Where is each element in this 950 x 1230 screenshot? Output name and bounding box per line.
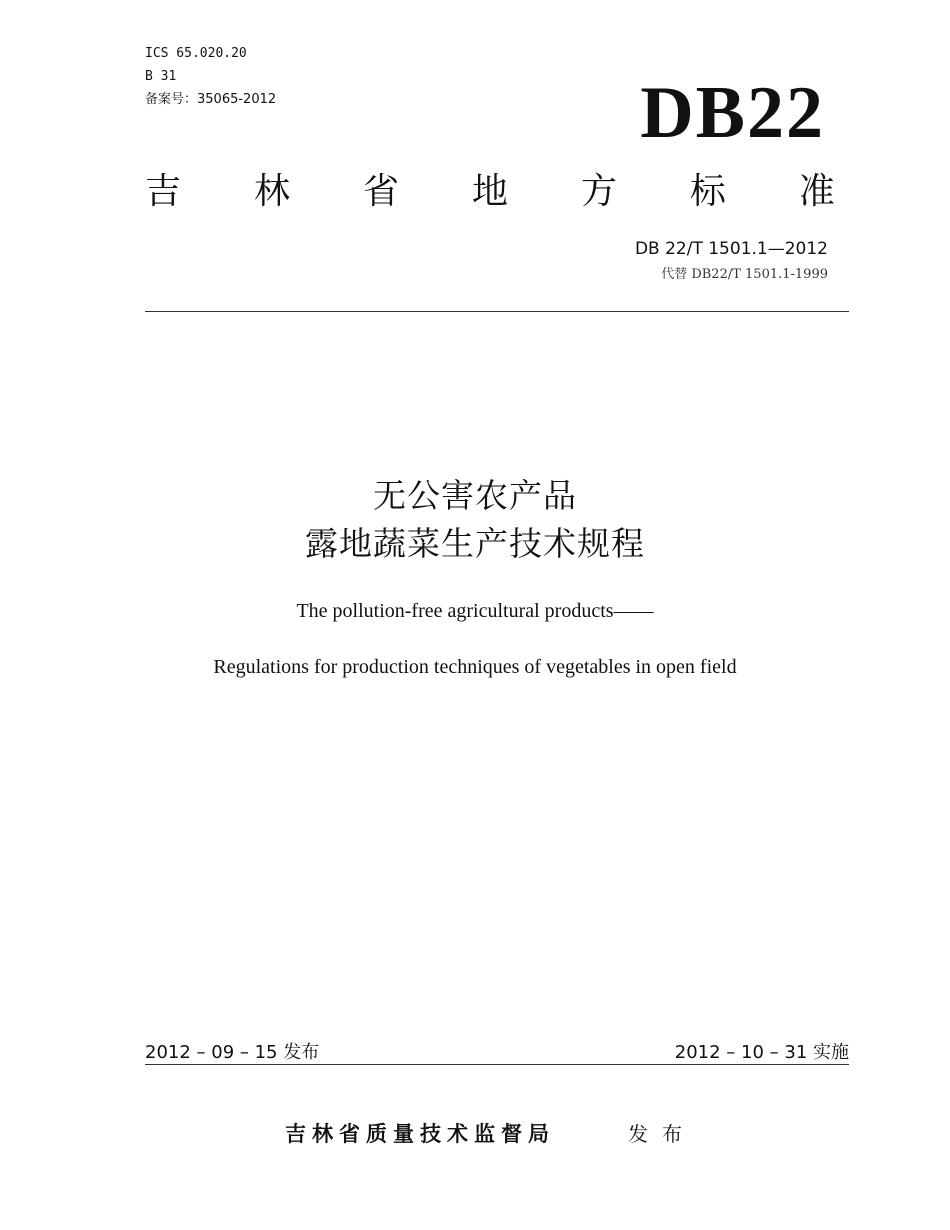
publish-date: 2012 – 09 – 15 发布 <box>145 1042 320 1063</box>
standard-number: DB 22/T 1501.1—2012 <box>634 239 828 259</box>
bottom-divider <box>145 1064 849 1065</box>
standard-type-char: 省 <box>362 171 399 212</box>
replaces-standard: 代替 DB22/T 1501.1-1999 <box>661 267 828 282</box>
issue-label: 发布 <box>628 1122 696 1146</box>
standard-type-char: 吉 <box>145 171 182 212</box>
top-divider <box>145 311 849 312</box>
title-en-line1: The pollution-free agricultural products—— <box>296 600 654 622</box>
issuing-authority: 吉林省质量技术监督局 <box>285 1122 555 1146</box>
standard-type-heading <box>145 168 835 216</box>
title-en-line2: Regulations for production techniques of vegetables in open field <box>213 656 737 678</box>
standard-logo: DB22 <box>640 72 825 154</box>
ics-code: ICS 65.020.20 <box>145 46 247 61</box>
standard-type-char: 林 <box>253 171 290 212</box>
standard-type-char: 地 <box>471 171 508 212</box>
title-cn-line2: 露地蔬菜生产技术规程 <box>305 524 645 563</box>
effective-date: 2012 – 10 – 31 实施 <box>674 1042 849 1063</box>
title-cn-line1: 无公害农产品 <box>373 476 577 515</box>
standard-type-char: 准 <box>798 171 835 212</box>
standard-type-char: 标 <box>689 171 726 212</box>
filing-number: 备案号：35065-2012 <box>145 92 277 107</box>
ccs-code: B 31 <box>145 69 177 84</box>
standard-type-char: 方 <box>580 171 617 212</box>
